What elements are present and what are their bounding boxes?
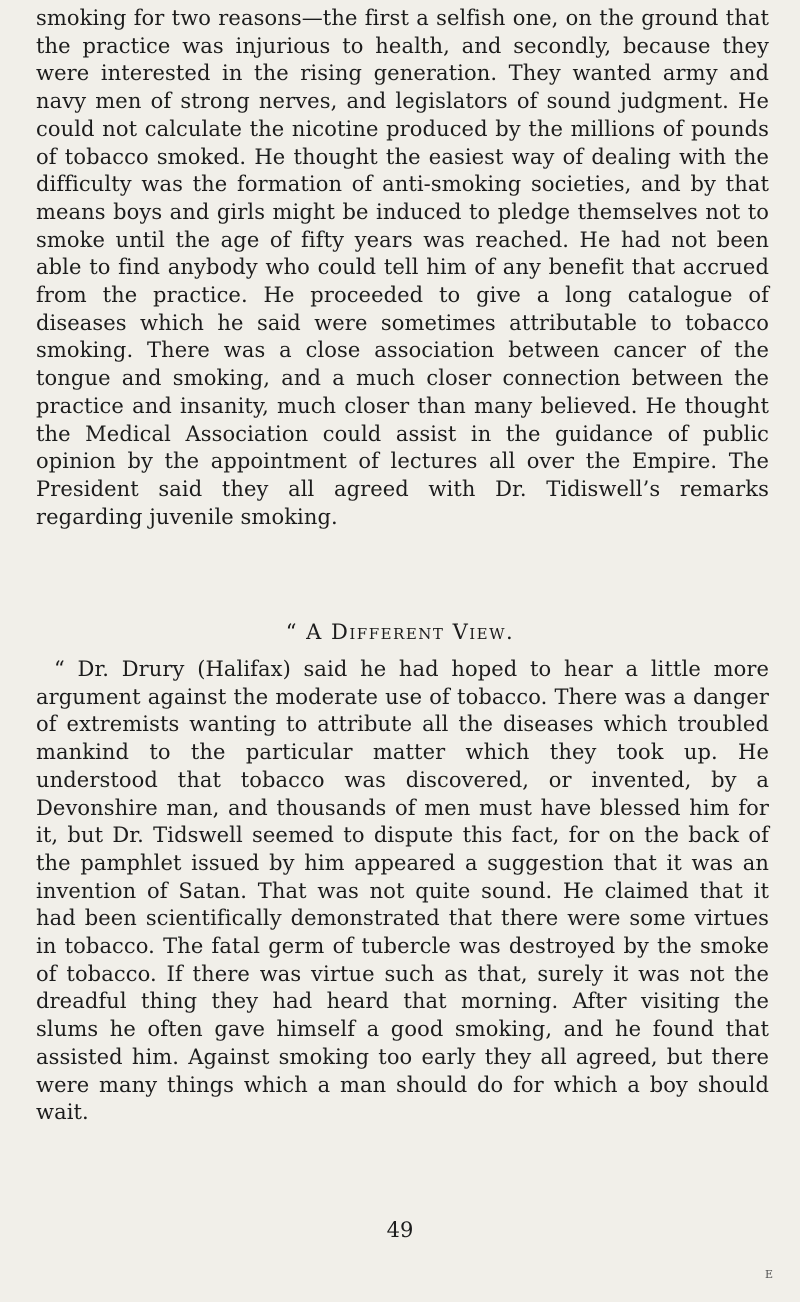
paragraph-1: smoking for two reasons—the first a selfish one, on the ground that the practice was injurious to health, and secondly, because they were interested in the rising generation. They wanted army and navy men of strong nerves, and legislators of sound judgment. He could not calculate the nicotine produced by the millions of pounds of tobacco smoked. He thought the easiest way of dealing with the difficulty was the formation of anti-smoking societies, and by that means boys and girls might be induced to pledge themselves not to smoke until the age of fifty years was reached. He had not been able to find anybody who could tell him of any benefit that accrued from the practice. He proceeded to give a long catalogue of diseases which he said were sometimes attributable to tobacco smoking. There was a close association between cancer of the tongue and smoking, and a much closer connection between the practice and insanity, much closer than many believed. He thought the Medical Association could assist in the guidance of public opinion by the appointment of lectures all over the Empire. The President said they all agreed with Dr. Tidiswell’s remarks regarding juvenile smoking. [36, 6, 769, 529]
page-number: 49 [386, 1218, 414, 1242]
section-heading: “ A Different View. [285, 620, 515, 644]
paragraph-2: “ Dr. Drury (Halifax) said he had hoped to hear a little more argument against the moderate use of tobacco. There was a danger of extremists wanting to attribute all the diseases which troubled mankind to the particular matter which they took up. He understood that tobacco was discovered, or invented, by a Devonshire man, and thousands of men must have blessed him for it, but Dr. Tidswell seemed to dispute this fact, for on the back of the pamphlet issued by him appeared a suggestion that it was an invention of Satan. That was not quite sound. He claimed that it had been scientifically demonstrated that there were some virtues in tobacco. The fatal germ of tubercle was destroyed by the smoke of tobacco. If there was virtue such as that, surely it was not the dreadful thing they had heard that morning. After visiting the slums he often gave himself a good smoking, and he found that assisted him. Against smoking too early they all agreed, but there were many things which a man should do for which a boy should wait. [36, 657, 769, 1125]
signature-mark: E [765, 1268, 774, 1281]
